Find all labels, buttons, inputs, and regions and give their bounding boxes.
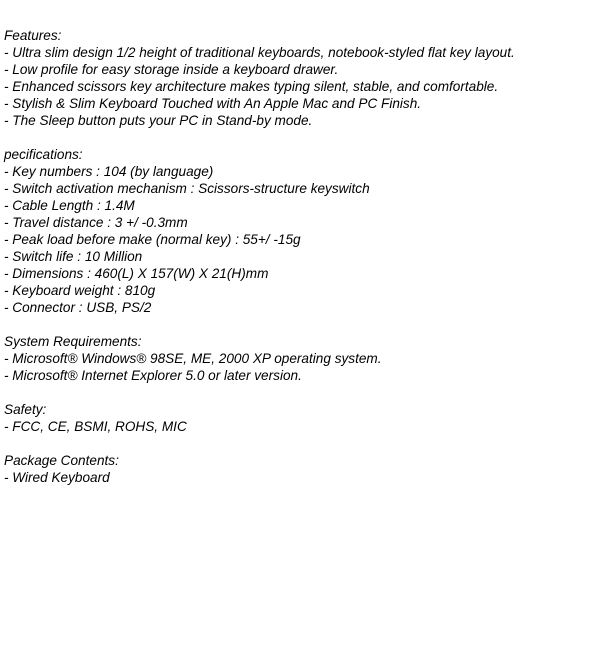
section-heading: Safety:: [4, 402, 47, 417]
list-item: - Switch activation mechanism : Scissors-structure keyswitch: [4, 181, 370, 196]
list-item: - Low profile for easy storage inside a keyboard drawer.: [4, 62, 339, 77]
list-item: - Switch life : 10 Million: [4, 249, 143, 264]
features-section: [4, 27, 614, 129]
system-requirements-section: [4, 333, 614, 384]
package-contents-section: [4, 452, 614, 486]
list-item: - Microsoft® Internet Explorer 5.0 or later version.: [4, 368, 302, 383]
list-item: - Cable Length : 1.4M: [4, 198, 135, 213]
list-item: - Dimensions : 460(L) X 157(W) X 21(H)mm: [4, 266, 269, 281]
list-item: - Ultra slim design 1/2 height of traditional keyboards, notebook-styled flat key layout.: [4, 45, 515, 60]
specifications-section: [4, 146, 614, 316]
list-item: - Connector : USB, PS/2: [4, 300, 152, 315]
list-item: - Microsoft® Windows® 98SE, ME, 2000 XP operating system.: [4, 351, 382, 366]
product-spec-document: [4, 27, 614, 503]
section-heading: Package Contents:: [4, 453, 119, 468]
list-item: - Enhanced scissors key architecture makes typing silent, stable, and comfortable.: [4, 79, 499, 94]
section-heading: System Requirements:: [4, 334, 142, 349]
list-item: - Peak load before make (normal key) : 55+/ -15g: [4, 232, 301, 247]
list-item: - Stylish & Slim Keyboard Touched with An Apple Mac and PC Finish.: [4, 96, 422, 111]
list-item: - Travel distance : 3 +/ -0.3mm: [4, 215, 188, 230]
list-item: - The Sleep button puts your PC in Stand-by mode.: [4, 113, 313, 128]
section-heading: pecifications:: [4, 147, 83, 162]
list-item: - Keyboard weight : 810g: [4, 283, 156, 298]
safety-section: [4, 401, 614, 435]
list-item: - Key numbers : 104 (by language): [4, 164, 214, 179]
list-item: - FCC, CE, BSMI, ROHS, MIC: [4, 419, 187, 434]
section-heading: Features:: [4, 28, 62, 43]
list-item: - Wired Keyboard: [4, 470, 110, 485]
